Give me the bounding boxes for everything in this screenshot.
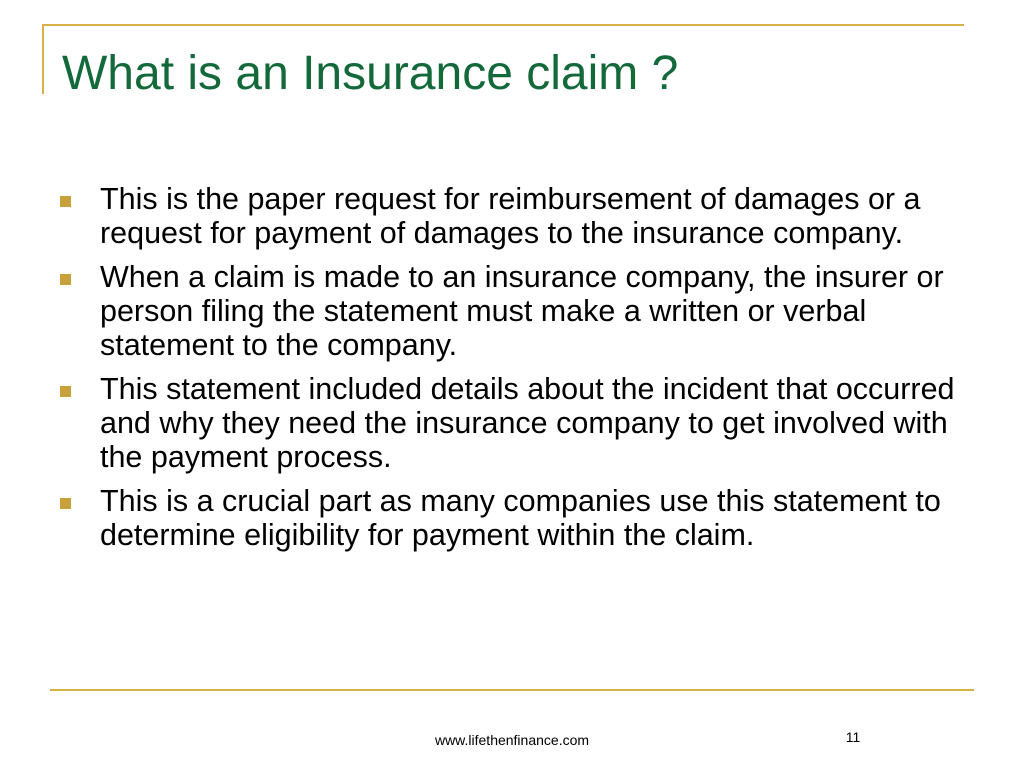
slide-title: What is an Insurance claim ?	[62, 47, 679, 100]
bullet-item	[60, 372, 970, 474]
left-frame-line	[42, 24, 44, 94]
bullet-text: This is a crucial part as many companies use this statement to determine eligibility for payment within the claim.	[100, 484, 941, 552]
bullet-item	[60, 182, 970, 250]
square-bullet-icon	[60, 196, 71, 207]
top-frame-line	[42, 24, 964, 26]
bullet-item	[60, 484, 970, 552]
square-bullet-icon	[60, 498, 71, 509]
bullet-text: When a claim is made to an insurance company, the insurer or person filing the statement must make a written or verbal statement to the company.	[100, 260, 944, 362]
bullet-text: This is the paper request for reimbursement of damages or a request for payment of damages to the insurance company.	[100, 182, 921, 250]
bullet-item	[60, 260, 970, 362]
footer-divider	[50, 689, 974, 691]
square-bullet-icon	[60, 386, 71, 397]
bullet-text: This statement included details about the incident that occurred and why they need the insurance company to get involved with the payment process.	[100, 372, 955, 474]
footer-url: www.lifethenfinance.com	[434, 732, 590, 748]
bullet-list	[60, 182, 970, 562]
page-number: 11	[845, 729, 861, 745]
square-bullet-icon	[60, 274, 71, 285]
